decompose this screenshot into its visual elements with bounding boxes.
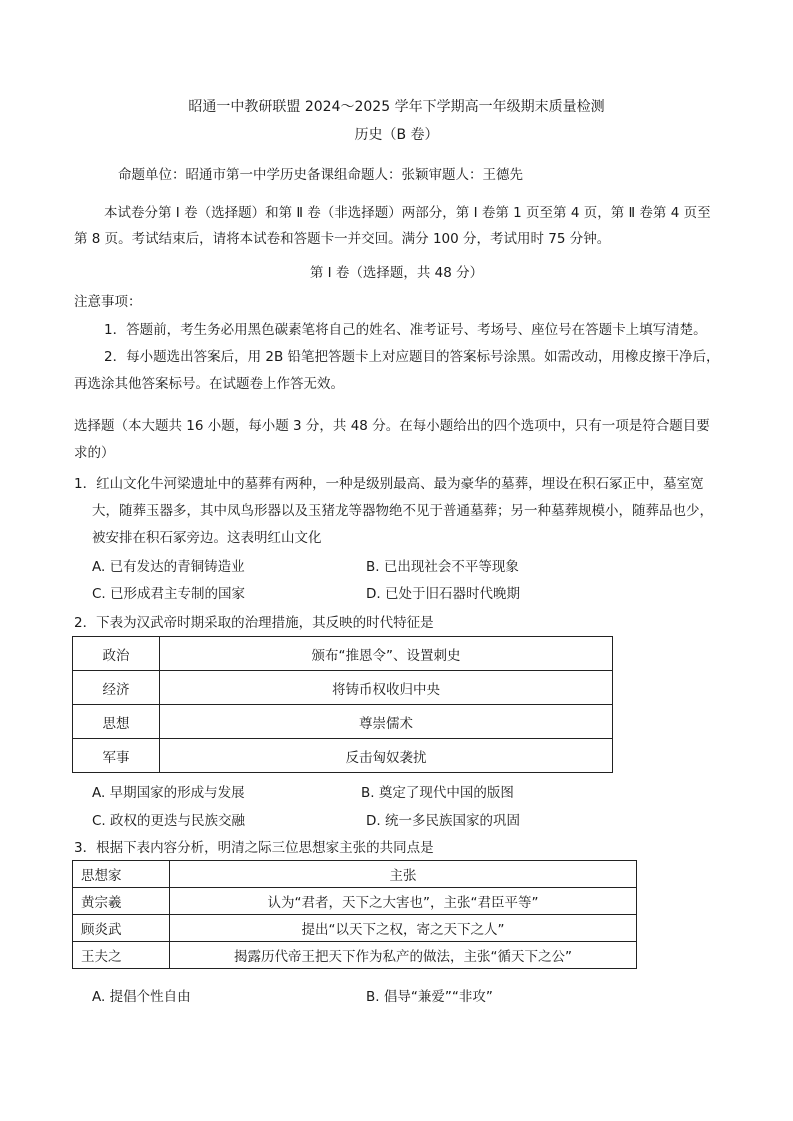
exam-title: 昭通一中教研联盟 2024～2025 学年下学期高一年级期末质量检测 [188, 99, 605, 115]
q3-thinker-cell: 王夫之 [73, 942, 170, 969]
q3-option-a: A. 提倡个性自由 [92, 989, 191, 1005]
q1-option-d: D. 已处于旧石器时代晚期 [366, 586, 520, 602]
intro-line-1: 本试卷分第 Ⅰ 卷（选择题）和第 Ⅱ 卷（非选择题）两部分，第 Ⅰ 卷第 1 页至第 4 页，第 Ⅱ 卷第 4 页至 [104, 205, 711, 221]
q2-field-cell: 军事 [73, 739, 160, 773]
exam-subtitle: 历史（B 卷） [354, 127, 439, 143]
q3-thinker-cell: 顾炎武 [73, 915, 170, 942]
table-row [73, 861, 637, 888]
q2-field-cell: 经济 [73, 671, 160, 705]
q1-option-a: A. 已有发达的青铜铸造业 [92, 559, 245, 575]
q2-option-d: D. 统一多民族国家的巩固 [366, 813, 520, 829]
section-line-2: 求的） [74, 445, 115, 461]
q2-stem: 2．下表为汉武帝时期采取的治理措施，其反映的时代特征是 [74, 615, 434, 631]
q3-view-cell: 提出“以天下之权，寄之天下之人” [170, 915, 637, 942]
q3-view-cell: 认为“君者，天下之大害也”，主张“君臣平等” [170, 888, 637, 915]
q2-field-cell: 思想 [73, 705, 160, 739]
q1-stem-line-1: 1．红山文化牛河梁遗址中的墓葬有两种，一种是级别最高、最为豪华的墓葬，埋设在积石冢正中，墓室宽 [74, 476, 704, 492]
part1-title: 第 Ⅰ 卷（选择题，共 48 分） [309, 265, 484, 281]
table-row [73, 739, 613, 773]
intro-line-2: 第 8 页。考试结束后，请将本试卷和答题卡一并交回。满分 100 分，考试用时 75 分钟。 [74, 231, 611, 247]
q1-stem-line-3: 被安排在积石冢旁边。这表明红山文化 [92, 530, 322, 546]
q1-option-c: C. 已形成君主专制的国家 [92, 586, 246, 602]
q3-header-view: 主张 [170, 861, 637, 888]
q2-table [72, 636, 613, 773]
table-row [73, 705, 613, 739]
q2-option-a: A. 早期国家的形成与发展 [92, 785, 245, 801]
notes-heading: 注意事项： [74, 294, 142, 310]
q2-measure-cell: 颁布“推恩令”、设置刺史 [160, 637, 613, 671]
q2-measure-cell: 将铸币权收归中央 [160, 671, 613, 705]
q1-option-b: B. 已出现社会不平等现象 [366, 559, 519, 575]
note-item-2-line-2: 再选涂其他答案标号。在试题卷上作答无效。 [74, 376, 344, 392]
q3-thinker-cell: 黄宗羲 [73, 888, 170, 915]
section-line-1: 选择题（本大题共 16 小题，每小题 3 分，共 48 分。在每小题给出的四个选项中，只有一项是符合题目要 [74, 418, 710, 434]
q2-measure-cell: 尊崇儒术 [160, 705, 613, 739]
exam-authors: 命题单位：昭通市第一中学历史备课组命题人：张颖审题人：王德先 [118, 167, 523, 183]
note-item-2-line-1: 2．每小题选出答案后，用 2B 铅笔把答题卡上对应题目的答案标号涂黑。如需改动，用橡皮擦干净后， [104, 349, 720, 365]
q3-stem: 3．根据下表内容分析，明清之际三位思想家主张的共同点是 [74, 840, 434, 856]
q3-option-b: B. 倡导“兼爱”“非攻” [366, 989, 493, 1005]
table-row [73, 637, 613, 671]
q3-header-thinker: 思想家 [73, 861, 170, 888]
note-item-1: 1．答题前，考生务必用黑色碳素笔将自己的姓名、准考证号、考场号、座位号在答题卡上填写清楚。 [104, 322, 707, 338]
q3-table [72, 860, 637, 969]
table-row [73, 915, 637, 942]
q3-view-cell: 揭露历代帝王把天下作为私产的做法，主张“循天下之公” [170, 942, 637, 969]
q2-option-c: C. 政权的更迭与民族交融 [92, 813, 246, 829]
q1-stem-line-2: 大，随葬玉器多，其中凤鸟形器以及玉猪龙等器物绝不见于普通墓葬；另一种墓葬规模小，随葬品也少， [92, 503, 713, 519]
q2-option-b: B. 奠定了现代中国的版图 [361, 785, 514, 801]
table-row [73, 942, 637, 969]
q2-measure-cell: 反击匈奴袭扰 [160, 739, 613, 773]
table-row [73, 671, 613, 705]
q2-field-cell: 政治 [73, 637, 160, 671]
table-row [73, 888, 637, 915]
